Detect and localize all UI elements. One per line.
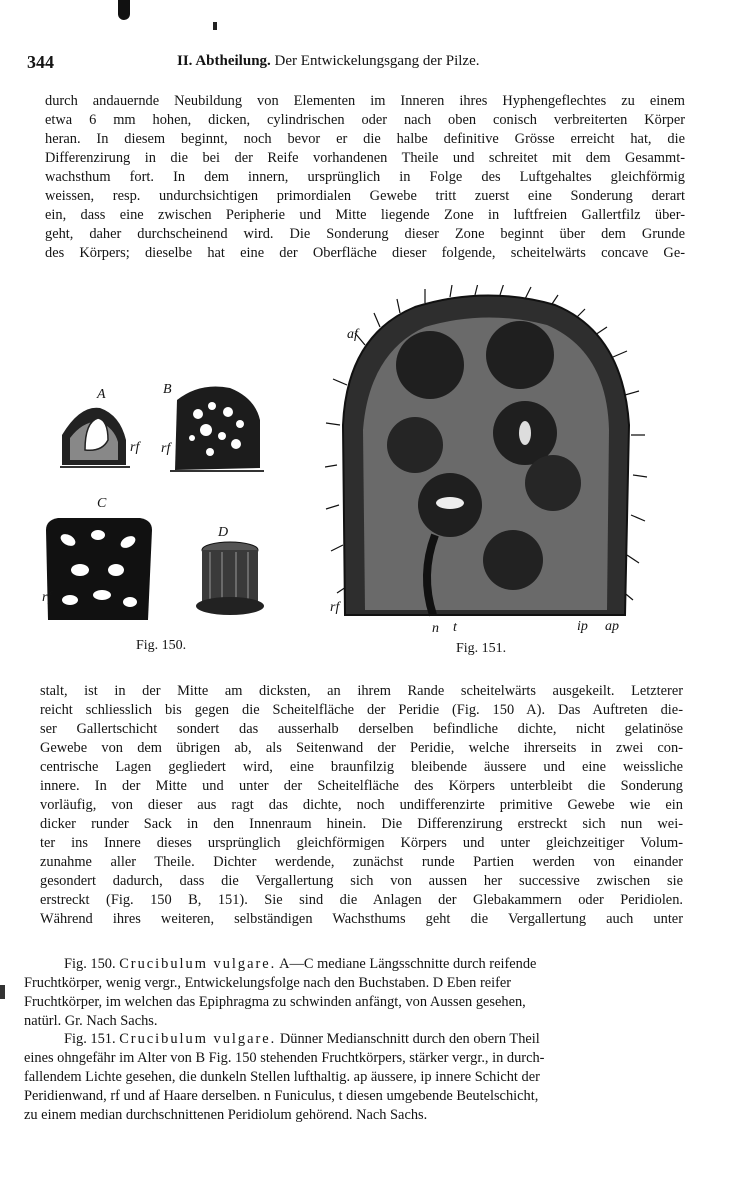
caption-line: Fruchtkörper, im welchen das Epiphragma zu schwinden anfängt, von Aussen gesehen, — [24, 994, 526, 1010]
text-line: gesondert dadurch, dass die Vergallertung sich von aussen her successive zwischen sie — [40, 873, 683, 889]
fig150-label-B: B — [163, 382, 172, 397]
caption-line: Peridienwand, rf und af Haare derselben. n Funiculus, t diesen umgebende Beutelschicht, — [24, 1088, 539, 1104]
text-line: weissen, resp. undurchsichtigen primordialen Gewebe tritt zuerst eine Sonderung derart — [45, 188, 685, 204]
caption-line: fallendem Lichte gesehen, die dunkeln Stellen lufthaltig. ap äussere, ip innere Schicht der — [24, 1069, 540, 1085]
fig151-label-n: n — [432, 621, 439, 636]
fig150-B-section — [170, 387, 264, 472]
text-line: etwa 6 mm hohen, dicken, cylindrischen oder nach oben conisch verbreiterten Körper — [45, 112, 685, 128]
text-line: heran. In diesem beginnt, noch bevor er die halbe definitive Grösse erreicht hat, die — [45, 131, 685, 147]
caption-line: zu einem median durchschnittenen Peridiolum gehörend. Nach Sachs. — [24, 1107, 428, 1123]
text-line: erstreckt (Fig. 150 B, 151). Sie sind die Anlagen der Glebakammern oder Peridiolen. — [40, 892, 683, 908]
fig151-label-ip: ip — [577, 619, 588, 634]
page-number: 344 — [27, 52, 54, 72]
caption-line: natürl. Gr. Nach Sachs. — [24, 1013, 158, 1029]
fig150-label-A: A — [97, 387, 106, 402]
caption-species: Crucibulum vulgare. — [119, 956, 277, 972]
caption-line — [24, 1030, 684, 1049]
text-line: zunahme aller Theile. Dichter werdende, zunächst runde Partien werden von einander — [40, 854, 683, 870]
fig150-label-rf-C: rf — [42, 590, 52, 605]
text-line: geht, daher durchscheinend wird. Die Sonderung dieser Zone beginnt über dem Grunde — [45, 226, 685, 242]
text-line: Während ihres weiteren, selbständigen Wachsthums geht die Vergallertung auch unter — [40, 911, 683, 927]
fig150-label-rf-B: rf — [161, 441, 171, 456]
fig151-label-ap: ap — [605, 619, 619, 634]
caption-fig-151 — [24, 1030, 684, 1125]
caption-text: A—C mediane Längsschnitte durch reifende — [276, 956, 537, 972]
caption-label: Fig. 150. — [64, 956, 116, 972]
ink-blot — [118, 0, 130, 20]
caption-fig-150 — [24, 955, 684, 1031]
fig150-label-C: C — [97, 496, 107, 511]
fig150-label-rf-A: rf — [130, 440, 140, 455]
text-line: reicht schliesslich bis gegen die Scheitelfläche der Peridie (Fig. 150 A). Das Auftreten die- — [40, 702, 683, 718]
caption-line: eines ohngefähr im Alter von B Fig. 150 stehenden Fruchtkörpers, stärker vergr., in durch- — [24, 1050, 545, 1066]
caption-label: Fig. 151. — [64, 1031, 116, 1047]
running-head-title: Der Entwickelungsgang der Pilze. — [274, 53, 480, 69]
text-line: ser Gallertschicht sondert das ausserhalb derselben befindliche dichte, nicht gelatinöse — [40, 721, 683, 737]
body-paragraph-1 — [45, 92, 685, 263]
fig151-caption-label: Fig. 151. — [456, 641, 507, 656]
caption-line — [24, 955, 684, 974]
fig151-label-t: t — [453, 620, 457, 635]
text-line: centrische Lagen gegliedert wird, eine braunfilzig bleibende äussere und eine weissliche — [40, 759, 683, 775]
caption-line: Fruchtkörper, wenig vergr., Entwickelungsfolge nach den Buchstaben. D Eben reifer — [24, 975, 512, 991]
text-line: innere. In der Mitte und unter der Scheitelfläche des Körpers unterbleibt die Sonderung — [40, 778, 683, 794]
fig151-label-rf: rf — [330, 600, 340, 615]
fig150-C-section — [46, 518, 152, 620]
caption-text: Dünner Medianschnitt durch den obern Theil — [276, 1031, 540, 1047]
text-line: durch andauernde Neubildung von Elementen im Inneren ihres Hyphengeflechtes zu einem — [45, 93, 685, 109]
figure-151-illustration — [325, 285, 650, 630]
caption-species: Crucibulum vulgare. — [119, 1031, 277, 1047]
figure-150-illustration — [40, 380, 280, 630]
text-line: ein, dass eine zwischen Peripherie und Mitte liegende Zone in luftfreien Gallertfilz über- — [45, 207, 685, 223]
ink-speck — [0, 985, 5, 999]
text-line: des Körpers; dieselbe hat eine der Oberfläche dieser folgende, scheitelwärts concave Ge- — [45, 245, 685, 261]
text-line: stalt, ist in der Mitte am dicksten, an ihrem Rande scheitelwärts ausgekeilt. Letzterer — [40, 683, 683, 699]
fig150-label-D: D — [218, 525, 229, 540]
body-paragraph-2 — [40, 682, 683, 929]
fig150-caption-label: Fig. 150. — [136, 638, 187, 653]
text-line: ter ins Innere dieses ursprünglich gleichförmigen Körpers und unter gleichzeitiger Volum- — [40, 835, 683, 851]
text-line: Gewebe von dem übrigen ab, als Seitenwand der Peridie, welche ihrerseits in zwei con- — [40, 740, 683, 756]
text-line: Differenzirung in die bei der Reife vorhandenen Theile und schreitet mit dem Gesammt- — [45, 150, 685, 166]
text-line: vorläufig, von dieser aus ragt das dichte, noch undifferenzirte primitive Gewebe wie ein — [40, 797, 683, 813]
fig150-D-exterior — [196, 542, 264, 615]
running-head-section: II. Abtheilung. — [177, 53, 271, 69]
fig150-A-section — [60, 408, 130, 467]
page-header — [27, 52, 687, 76]
text-line: wachsthum fort. In dem innern, ursprünglich in Folge des Luftgehaltes gleichförmig — [45, 169, 685, 185]
fig151-label-af: af — [347, 327, 358, 342]
text-line: dicker runder Sack in den Innenraum hinein. Die Differenzirung erstreckt sich nun wei- — [40, 816, 683, 832]
ink-speck — [213, 22, 217, 30]
running-head — [177, 53, 480, 70]
